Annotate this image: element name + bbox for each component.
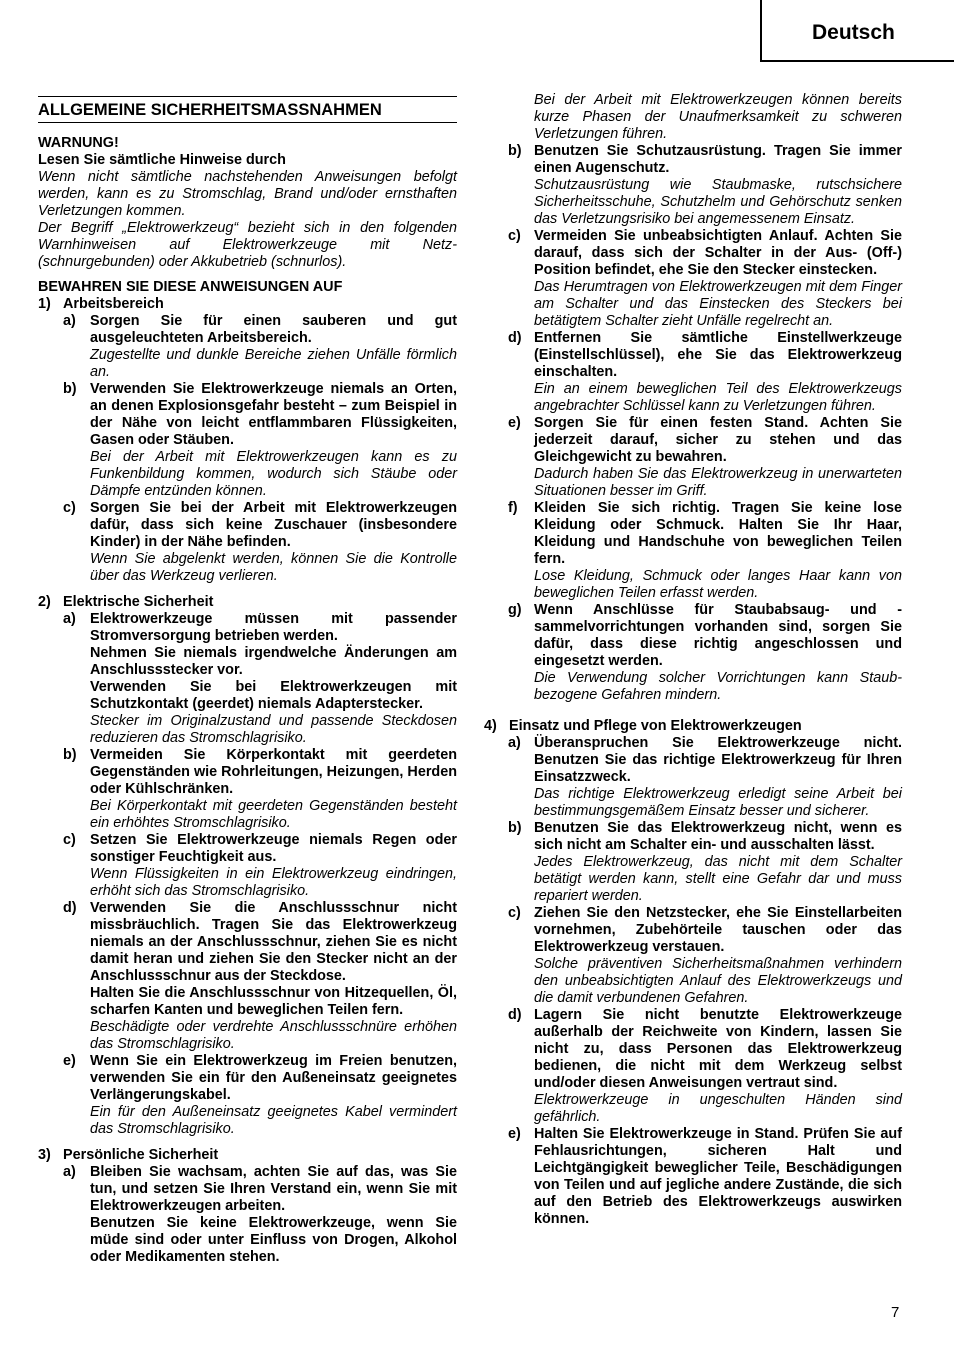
list-item: f) Kleiden Sie sich richtig. Tragen Sie keine lose Kleidung oder Schmuck. Halten Sie Ihr Haar, Kleidung und Handschuhe von beweglichen Teilen fern. Lose Kleidung, Schmuck oder langes Haar kann von beweglichen Teilen erfasst werden. (508, 500, 902, 601)
list-item: d) Lagern Sie nicht benutzte Elektrowerkzeuge außerhalb der Reichweite von Kindern, lassen Sie nicht zu, dass Personen das Elektrowerkzeug bedienen, die nicht mit dem Werkzeug selbst und/oder diesen Anweisungen vertraut sind. Elektrowerkzeuge in ungeschulten Händen sind gefährlich. (508, 1007, 902, 1125)
list-item: c) Setzen Sie Elektrowerkzeuge niemals Regen oder sonstiger Feuchtigkeit aus. Wenn Flüssigkeiten in ein Elektrowerkzeug eindringen, erhöht sich das Stromschlagrisiko. (63, 832, 457, 899)
list-item: e) Wenn Sie ein Elektrowerkzeug im Freien benutzen, verwenden Sie ein für den Außeneinsatz geeignetes Verlängerungskabel. Ein für den Außeneinsatz geeignetes Kabel vermindert das Stromschlagrisiko. (63, 1053, 457, 1137)
language-label: Deutsch (812, 21, 895, 44)
language-tab (760, 0, 954, 62)
list-item: a) Überanspruchen Sie Elektrowerkzeuge nicht. Benutzen Sie das richtige Elektrowerkzeug für Ihren Einsatzzweck. Das richtige Elektrowerkzeug erledigt seine Arbeit bei bestimmungsgemäßem Einsatz besser und sicherer. (508, 735, 902, 819)
list-item: d) Entfernen Sie sämtliche Einstellwerkzeuge (Einstellschlüssel), ehe Sie das Elektrowerkzeug einschalten. Ein an einem beweglichen Teil des Elektrowerkzeugs angebrachter Schlüssel kann zu Verletzungen führen. (508, 330, 902, 414)
list-item: b) Vermeiden Sie Körperkontakt mit geerdeten Gegenständen wie Rohrleitungen, Heizungen, Herden oder Kühlschränken. Bei Körperkontakt mit geerdeten Gegenständen besteht ein erhöhtes Stromschlagrisiko. (63, 747, 458, 831)
list-item: c) Vermeiden Sie unbeabsichtigten Anlauf. Achten Sie darauf, dass sich der Schalter in der Aus- (Off-) Position befindet, ehe Sie den Stecker einstecken. Das Herumtragen von Elektrowerkzeugen mit dem Finger am Schalter und das Einstecken des Steckers bei betätigtem Schalter zieht Unfälle regelrecht an. (508, 228, 902, 329)
list-item: b) Verwenden Sie Elektrowerkzeuge niemals an Orten, an denen Explosionsgefahr besteht – zum Beispiel in der Nähe von leicht entflammbaren Flüssigkeiten, Gasen oder Stäuben. Bei der Arbeit mit Elektrowerkzeugen kann es zu Funkenbildung kommen, wodurch sich Stäube oder Dämpfe entzünden können. (63, 381, 457, 499)
section-tool-use-care (484, 718, 902, 1228)
list-item: g) Wenn Anschlüsse für Staubabsaug- und -sammelvorrichtungen vorhanden sind, sorgen Sie dafür, dass diese richtig angeschlossen und eingesetzt werden. Die Verwendung solcher Vorrichtungen kann Staub-bezogene Gefahren mindern. (508, 602, 902, 703)
list-item: b) Benutzen Sie das Elektrowerkzeug nicht, wenn es sich nicht am Schalter ein- und ausschalten lässt. Jedes Elektrowerkzeug, das nicht mit dem Schalter betätigt werden kann, stellt eine Gefahr dar und muss repariert werden. (508, 820, 902, 904)
list-item: b) Benutzen Sie Schutzausrüstung. Tragen Sie immer einen Augenschutz. Schutzausrüstung wie Staubmaske, rutschsichere Sicherheitsschuhe, Schutzhelm und Gehörschutz senken das Verletzungsrisiko bei angemessenem Einsatz. (508, 143, 902, 227)
warning-label: WARNUNG! (38, 135, 119, 151)
section-title: 1) Arbeitsbereich (38, 296, 164, 312)
list-item: a) Elektrowerkzeuge müssen mit passender Stromversorgung betrieben werden. Nehmen Sie niemals irgendwelche Änderungen am Anschlussstecker vor. Verwenden Sie bei Elektrowerkzeugen mit Schutzkontakt (geerdet) niemals Adapterstecker. Stecker im Originalzustand und passende Steckdosen reduzieren das Stromschlagrisiko. (63, 611, 457, 746)
section-title: 4) Einsatz und Pflege von Elektrowerkzeugen (484, 718, 802, 734)
list-item: e) Sorgen Sie für einen festen Stand. Achten Sie jederzeit darauf, sicher zu stehen und das Gleichgewicht zu bewahren. Dadurch haben Sie das Elektrowerkzeug in unerwarteten Situationen besser im Griff. (508, 415, 902, 499)
section-work-area (38, 296, 457, 585)
section-title: 2) Elektrische Sicherheit (38, 594, 214, 610)
list-item: a) Bleiben Sie wachsam, achten Sie auf das, was Sie tun, und setzen Sie Ihren Verstand ein, wenn Sie mit Elektrowerkzeugen arbeiten. Benutzen Sie keine Elektrowerkzeuge, wenn Sie müde sind oder unter Einfluss von Drogen, Alkohol oder Medikamenten stehen. (63, 1164, 457, 1265)
keep-instructions: BEWAHREN SIE DIESE ANWEISUNGEN AUF (38, 279, 343, 295)
warning-definition: Der Begriff „Elektrowerkzeug“ bezieht sich in den folgenden Warnhinweisen auf Elektrowerkzeuge mit Netz- (schnurgebunden) oder Akkubetrieb (schnurlos). (38, 220, 457, 270)
warning-subhead: Lesen Sie sämtliche Hinweise durch (38, 152, 286, 168)
warning-text: Wenn nicht sämtliche nachstehenden Anweisungen befolgt werden, kann es zu Stromschlag, Brand und/oder ernsthaften Verletzungen kommen. (38, 169, 457, 219)
list-item: e) Halten Sie Elektrowerkzeuge in Stand. Prüfen Sie auf Fehlausrichtungen, sicheren Halt und Leichtgängigkeit beweglicher Teile, Beschädigungen von Teilen und auf jegliche andere Zustände, die sich auf den Betrieb des Elektrowerkzeugs auswirken können. (508, 1126, 902, 1227)
list-item-continued: Bei der Arbeit mit Elektrowerkzeugen können bereits kurze Phasen der Unaufmerksamkeit zu schweren Verletzungen führen. (534, 92, 902, 142)
list-item: c) Ziehen Sie den Netzstecker, ehe Sie Einstellarbeiten vornehmen, Zubehörteile tauschen oder das Elektrowerkzeug verstauen. Solche präventiven Sicherheitsmaßnahmen verhindern den unbeabsichtigten Anlauf des Elektrowerkzeugs und die damit verbundenen Gefahren. (508, 905, 902, 1006)
page-title: ALLGEMEINE SICHERHEITSMASSNAHMEN (38, 96, 457, 123)
section-title: 3) Persönliche Sicherheit (38, 1147, 219, 1163)
section-electrical-safety (38, 594, 457, 1138)
right-column (484, 92, 902, 1228)
list-item: d) Verwenden Sie die Anschlussschnur nicht missbräuchlich. Tragen Sie das Elektrowerkzeug niemals an der Anschlussschnur, ziehen Sie es nicht damit heran und ziehen Sie den Stecker nicht an der Anschlussschnur aus der Steckdose. Halten Sie die Anschlussschnur von Hitzequellen, Öl, scharfen Kanten und beweglichen Teilen fern. Beschädigte oder verdrehte Anschlussschnüre erhöhen das Stromschlagrisiko. (63, 900, 457, 1052)
section-personal-safety (38, 1147, 457, 1266)
list-item: c) Sorgen Sie bei der Arbeit mit Elektrowerkzeugen dafür, dass sich keine Zuschauer (insbesondere Kinder) in der Nähe befinden. Wenn Sie abgelenkt werden, können Sie die Kontrolle über das Werkzeug verlieren. (63, 500, 457, 584)
list-item: a) Sorgen Sie für einen sauberen und gut ausgeleuchteten Arbeitsbereich. Zugestellte und dunkle Bereiche ziehen Unfälle förmlich an. (63, 313, 457, 380)
left-column (38, 92, 457, 1266)
page-number: 7 (891, 1304, 900, 1321)
